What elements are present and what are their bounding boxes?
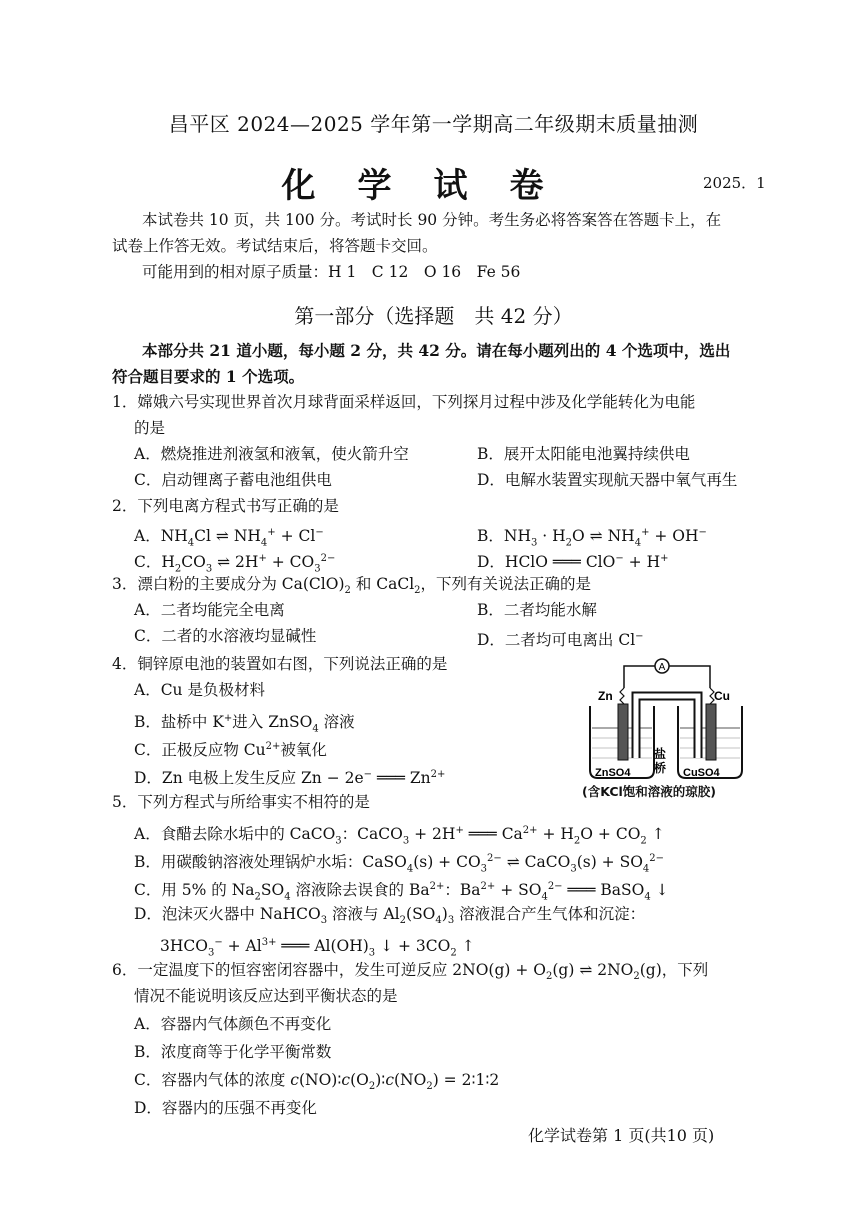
q5-option-c: C．用 5% 的 $Na_2SO_4$ 溶液除去误食的 $Ba^{2+}$：$Ba^{2+} + SO_4^{2-}$ ═══ BaSO$_4$ ↓ xyxy=(134,881,669,903)
page-footer: 化学试卷第 1 页(共10 页) xyxy=(528,1126,715,1145)
q5-option-d-equation: $3HCO_3^- + Al^{3+}$ ═══ $Al(OH)_3$ ↓ + $3CO_2$ ↑ xyxy=(160,937,475,959)
part-instructions-2: 符合题目要求的 1 个选项。 xyxy=(112,367,305,386)
q2-stem: 2．下列电离方程式书写正确的是 xyxy=(112,497,339,515)
q1-stem-2: 的是 xyxy=(134,419,166,437)
q2-option-a: A．$NH_4Cl$ ⇌ $NH_4^+ + Cl^-$ xyxy=(134,527,324,549)
q5-option-b: B．用碳酸钠溶液处理锅炉水垢：CaSO$_4$(s) + $CO_3^{2-}$ ⇌ CaCO$_3$(s) + $SO_4^{2-}$ xyxy=(134,853,665,875)
q2-option-d: D．HClO ═══ ClO− + H+ xyxy=(477,553,669,572)
intro-line-1: 本试卷共 10 页，共 100 分。考试时长 90 分钟。考生务必将答案答在答题卡上，在 xyxy=(142,211,722,229)
exam-header: 昌平区 2024—2025 学年第一学期高二年级期末质量抽测 xyxy=(168,112,699,136)
q4-stem: 4．铜锌原电池的装置如右图，下列说法正确的是 xyxy=(112,655,448,673)
q3-stem: 3．漂白粉的主要成分为 $Ca(ClO)_2$ 和 CaCl$_2$，下列有关说法正确的是 xyxy=(112,575,592,597)
q3-option-c: C．二者的水溶液均显碱性 xyxy=(134,627,317,645)
page-title: 化学试卷 xyxy=(281,166,586,206)
q1-stem-1: 1．嫦娥六号实现世界首次月球背面采样返回，下列探月过程中涉及化学能转化为电能 xyxy=(112,393,696,411)
figure-caption: (含KCl饱和溶液的琼胶) xyxy=(582,784,717,799)
q3-option-d: D．二者均可电离出 Cl− xyxy=(477,631,644,650)
zn-label: Zn xyxy=(598,689,613,703)
q4-option-c: C．正极反应物 $Cu^{2+}$被氧化 xyxy=(134,741,327,760)
ammeter-label: A xyxy=(658,662,666,673)
q5-option-a: A．食醋去除水垢中的 CaCO$_3$：CaCO$_3$ + 2H+ ═══ $Ca^{2+} + H_2O + CO_2$ ↑ xyxy=(134,825,665,847)
q6-option-b: B．浓度商等于化学平衡常数 xyxy=(134,1043,332,1061)
atomic-masses: 可能用到的相对原子质量：H 1 C 12 O 16 Fe 56 xyxy=(142,263,521,281)
q4-option-a: A．Cu 是负极材料 xyxy=(134,681,265,699)
cu-label: Cu xyxy=(714,689,730,703)
q4-option-d: D．Zn 电极上发生反应 Zn − 2e− ═══ $Zn^{2+}$ xyxy=(134,769,446,788)
salt-bridge-label: 盐桥 xyxy=(654,747,667,775)
exam-date: 2025．1 xyxy=(703,174,766,192)
znso4-label: ZnSO4 xyxy=(595,767,631,779)
q2-option-c: C．$H_2CO_3$ ⇌ $2H^+ + CO_3^{2-}$ xyxy=(134,553,336,575)
q6-option-d: D．容器内的压强不再变化 xyxy=(134,1099,317,1117)
q1-option-c: C．启动锂离子蓄电池组供电 xyxy=(134,471,332,489)
q1-option-a: A．燃烧推进剂液氢和液氧，使火箭升空 xyxy=(134,445,409,463)
part-title: 第一部分（选择题 共 42 分） xyxy=(294,304,573,328)
q1-option-d: D．电解水装置实现航天器中氧气再生 xyxy=(477,471,738,489)
q6-option-a: A．容器内气体颜色不再变化 xyxy=(134,1015,332,1033)
q6-stem-2: 情况不能说明该反应达到平衡状态的是 xyxy=(134,987,398,1005)
q4-option-b: B．盐桥中 K+进入 ZnSO$_4$ 溶液 xyxy=(134,713,355,735)
q3-option-a: A．二者均能完全电离 xyxy=(134,601,285,619)
intro-line-2: 试卷上作答无效。考试结束后，将答题卡交回。 xyxy=(112,237,438,255)
q6-stem-1: 6．一定温度下的恒容密闭容器中，发生可逆反应 $2NO(g) + O_2(g)$ ⇌ $2NO_2(g)$，下列 xyxy=(112,961,709,983)
cuso4-label: CuSO4 xyxy=(683,767,720,779)
q5-stem: 5．下列方程式与所给事实不相符的是 xyxy=(112,793,370,811)
q3-option-b: B．二者均能水解 xyxy=(477,601,597,619)
q2-option-b: B．$NH_3 \cdot H_2O$ ⇌ $NH_4^+ + OH^-$ xyxy=(477,527,707,549)
part-instructions-1: 本部分共 21 道小题，每小题 2 分，共 42 分。请在每小题列出的 4 个选项中，选出 xyxy=(142,341,731,360)
q5-option-d: D．泡沫灭火器中 NaHCO$_3$ 溶液与 $Al_2(SO_4)_3$ 溶液混合产生气体和沉淀： xyxy=(134,905,646,927)
q6-option-c: C．容器内气体的浓度 $c(NO)∶c(O_2)∶c(NO_2)$ = 2∶1∶2 xyxy=(134,1071,500,1093)
q1-option-b: B．展开太阳能电池翼持续供电 xyxy=(477,445,690,463)
